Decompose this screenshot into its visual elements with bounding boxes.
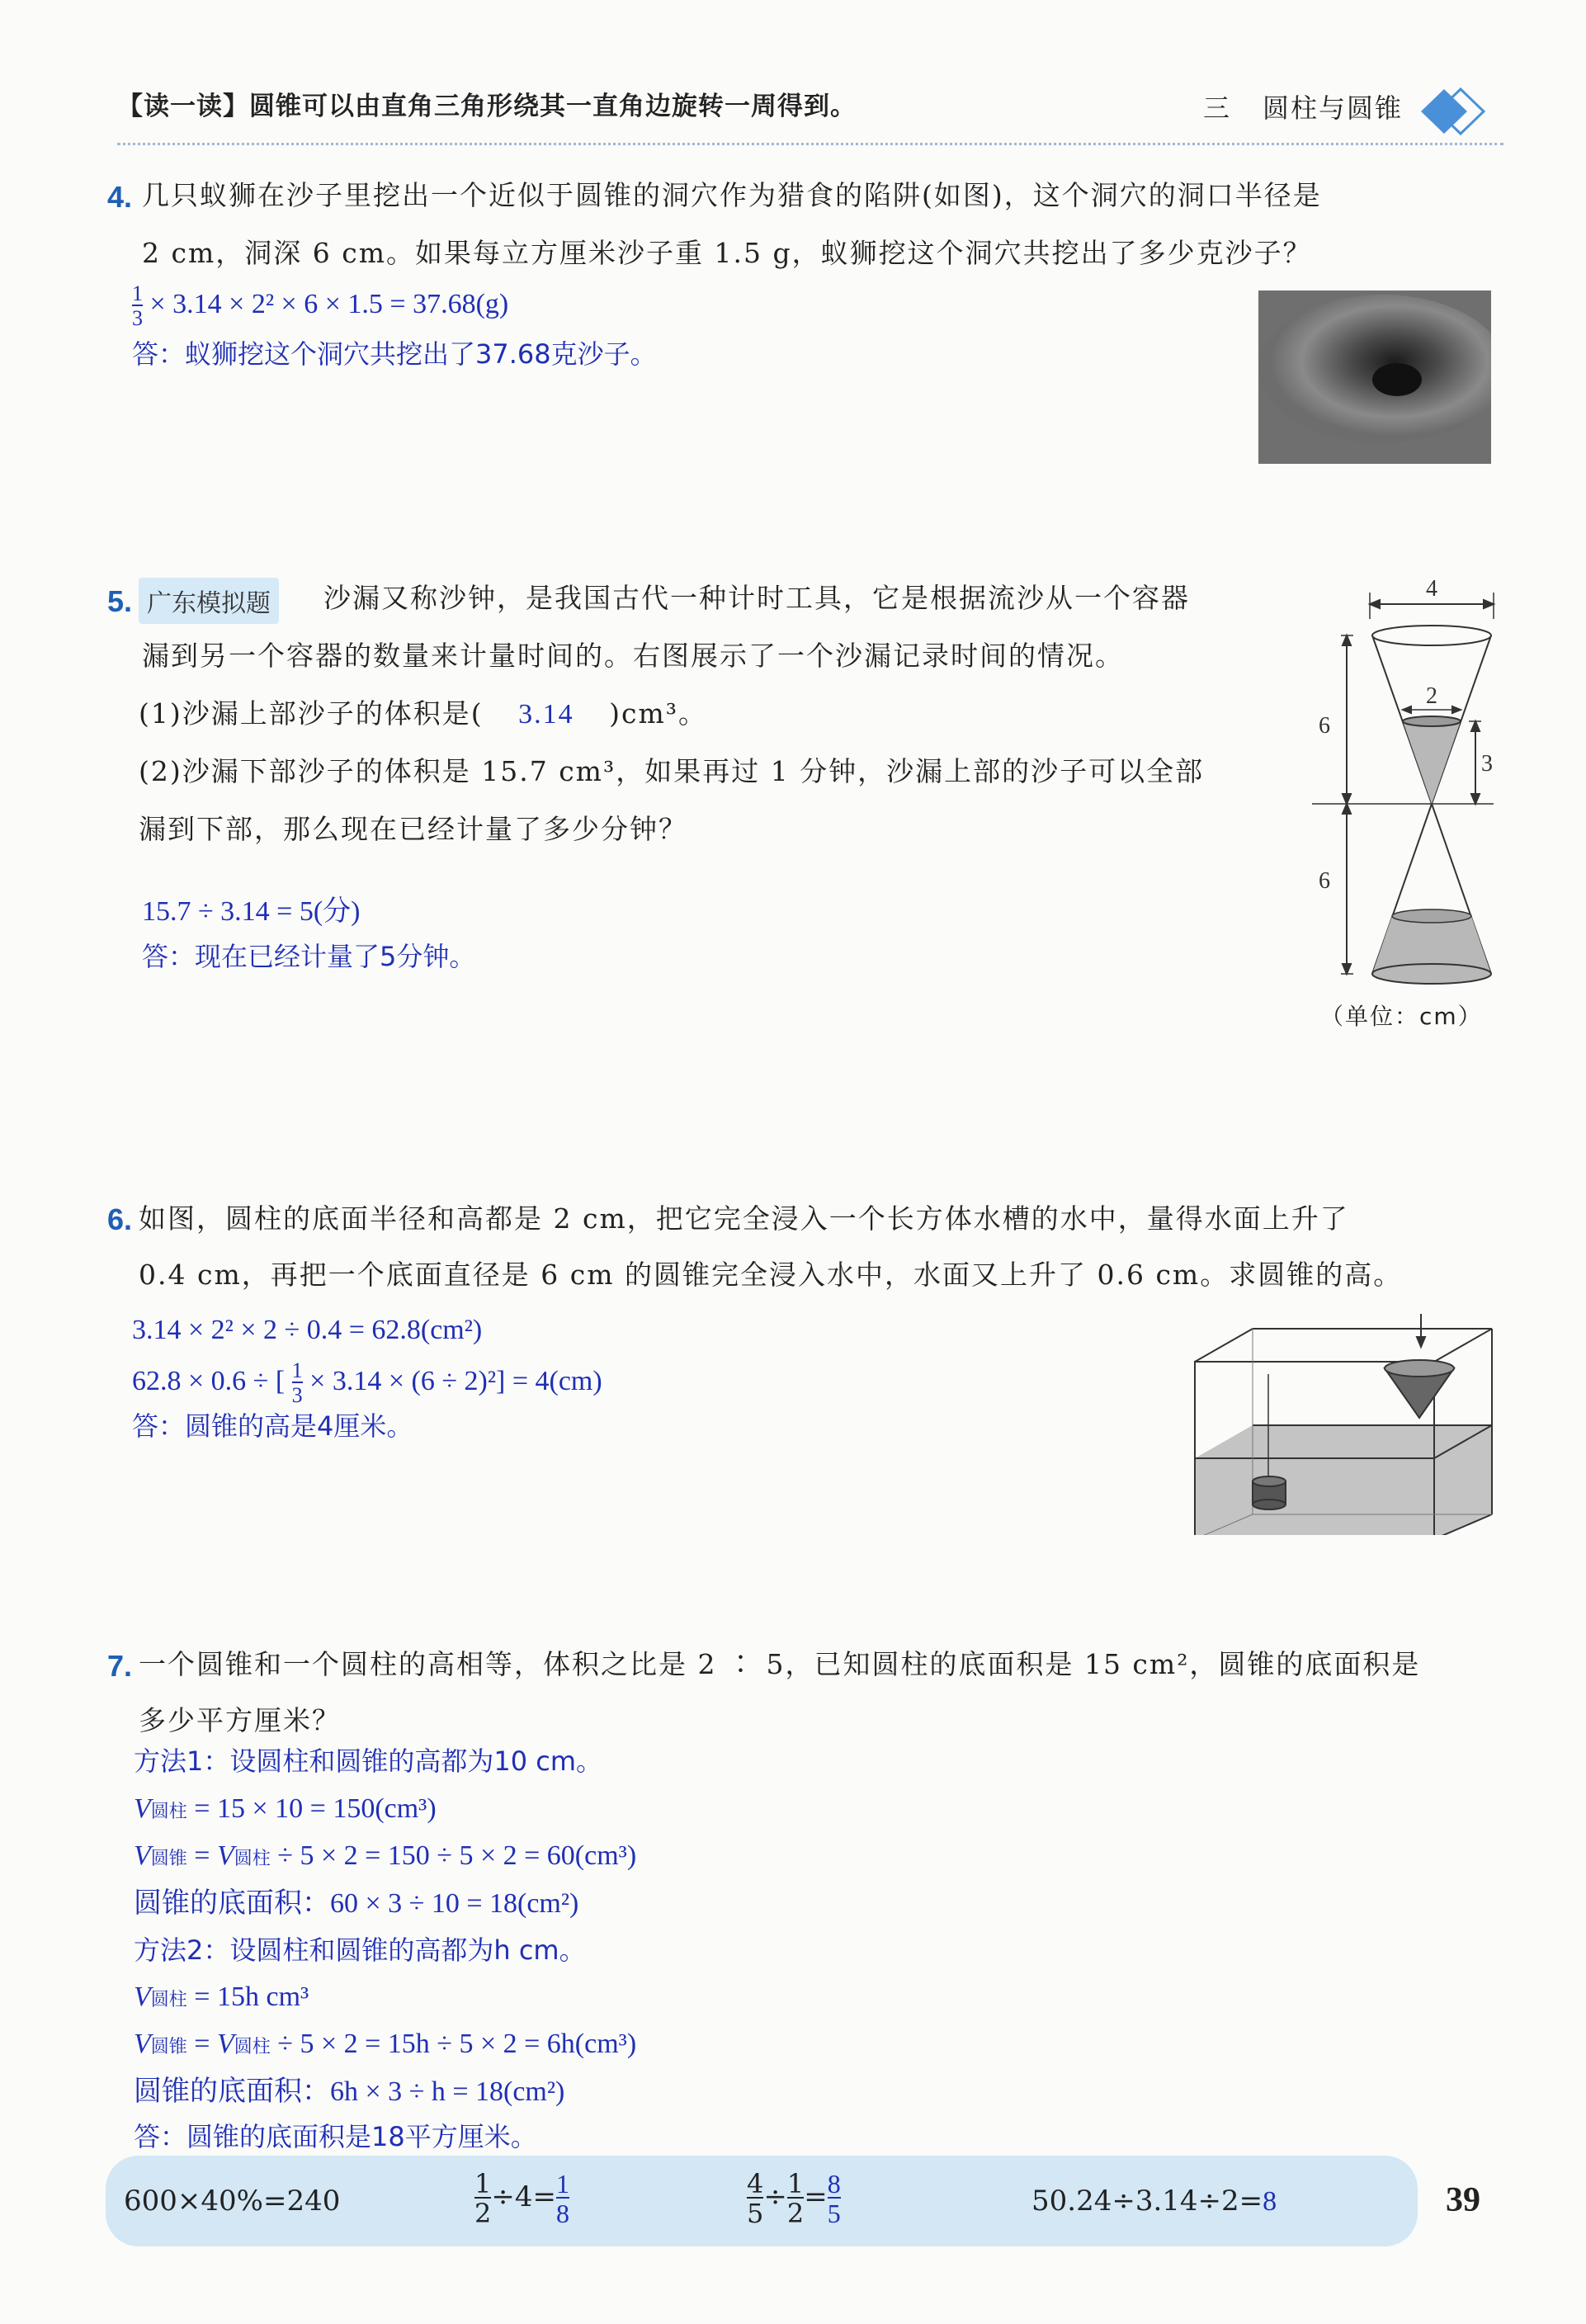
q7-answer: 答：圆锥的底面积是18平方厘米。 bbox=[134, 2121, 537, 2152]
fig-lower-height: 6 bbox=[1319, 868, 1330, 894]
fig-top-width: 4 bbox=[1426, 576, 1437, 602]
antlion-pit-photo bbox=[1258, 290, 1491, 464]
q7-method2-line3: 圆锥的底面积：6h × 3 ÷ h = 18(cm²) bbox=[134, 2076, 565, 2107]
chapter-title: 圆柱与圆锥 bbox=[1263, 92, 1404, 124]
footer-exercise-4: 50.24÷3.14÷2=8 bbox=[1031, 2185, 1277, 2218]
q6-answer: 答：圆锥的高是4厘米。 bbox=[132, 1410, 413, 1442]
q7-method2-line2: V圆锥 = V圆柱 ÷ 5 × 2 = 15h ÷ 5 × 2 = 6h(cm³) bbox=[134, 2029, 637, 2059]
header-tip: 【读一读】圆锥可以由直角三角形绕其一直角边旋转一周得到。 bbox=[117, 92, 857, 121]
q5-answer-calc: 15.7 ÷ 3.14 = 5(分) bbox=[142, 896, 361, 927]
q6-calc1: 3.14 × 2² × 2 ÷ 0.4 = 62.8(cm²) bbox=[132, 1315, 483, 1345]
header-divider bbox=[117, 143, 1503, 145]
fraction-one-third: $\frac{1}{3}$ bbox=[132, 281, 143, 330]
footer-exercise-3: $\frac{4}{5}$ ÷ $\frac{1}{2}$ = $\frac{8}{5}$ bbox=[747, 2168, 841, 2229]
page-number: 39 bbox=[1446, 2181, 1480, 2219]
water-tank-figure bbox=[1188, 1312, 1502, 1535]
fraction-one-third: $\frac{1}{3}$ bbox=[291, 1358, 303, 1407]
q7-method1-title: 方法1：设圆柱和圆锥的高都为10 cm。 bbox=[134, 1745, 603, 1777]
q6-text-line2: 0.4 cm，再把一个底面直径是 6 cm 的圆锥完全浸入水中，水面又上升了 0.6 cm。求圆锥的高。 bbox=[139, 1259, 1403, 1291]
hourglass-figure bbox=[1304, 569, 1502, 1032]
q7-method2-line1: V圆柱 = 15h cm³ bbox=[134, 1982, 309, 2012]
q7-method1-line3: 圆锥的底面积：60 × 3 ÷ 10 = 18(cm²) bbox=[134, 1888, 579, 1919]
q5-number: 5. bbox=[107, 584, 133, 618]
q5-part1: (1)沙漏上部沙子的体积是( 3.14 )cm³。 bbox=[139, 697, 708, 730]
q4-text-line2: 2 cm，洞深 6 cm。如果每立方厘米沙子重 1.5 g，蚁狮挖这个洞穴共挖出了多少克沙子？ bbox=[142, 237, 1312, 269]
q7-method2-title: 方法2：设圆柱和圆锥的高都为h cm。 bbox=[134, 1934, 586, 1966]
q4-answer: 答：蚁狮挖这个洞穴共挖出了37.68克沙子。 bbox=[132, 338, 657, 370]
q6-calc2: 62.8 × 0.6 ÷ [ $\frac{1}{3}$ × 3.14 × (6 ÷ 2)²] = 4(cm) bbox=[132, 1358, 602, 1407]
q7-method1-line2: V圆锥 = V圆柱 ÷ 5 × 2 = 150 ÷ 5 × 2 = 60(cm³) bbox=[134, 1840, 637, 1871]
q7-method1-line1: V圆柱 = 15 × 10 = 150(cm³) bbox=[134, 1793, 437, 1824]
q6-number: 6. bbox=[107, 1202, 133, 1236]
fig-sand-height: 3 bbox=[1481, 751, 1493, 777]
q4-answer-calc: $\frac{1}{3}$ × 3.14 × 2² × 6 × 1.5 = 37.68(g) bbox=[132, 281, 509, 330]
chapter-diamond-icon bbox=[1421, 86, 1489, 137]
footer-exercise-1: 600×40%=240 bbox=[124, 2185, 341, 2218]
q5-text-line1: 沙漏又称沙钟，是我国古代一种计时工具，它是根据流沙从一个容器 bbox=[323, 582, 1190, 614]
q5-figure-unit: （单位：cm） bbox=[1320, 1003, 1483, 1030]
footer-exercise-2: $\frac{1}{2}$ ÷4= $\frac{1}{8}$ bbox=[474, 2168, 569, 2229]
q7-text-line1: 一个圆锥和一个圆柱的高相等，体积之比是 2 ∶ 5，已知圆柱的底面积是 15 cm²，圆锥的底面积是 bbox=[139, 1648, 1421, 1680]
q5-source-tag: 广东模拟题 bbox=[139, 578, 279, 624]
q5-text-line2: 漏到另一个容器的数量来计量时间的。右图展示了一个沙漏记录时间的情况。 bbox=[142, 640, 1124, 672]
chapter-number: 三 bbox=[1203, 92, 1232, 124]
q5-part2-line1: (2)沙漏下部沙子的体积是 15.7 cm³，如果再过 1 分钟，沙漏上部的沙子可以全部 bbox=[139, 755, 1205, 787]
q5-part2-line2: 漏到下部，那么现在已经计量了多少分钟？ bbox=[139, 813, 687, 845]
fig-upper-height: 6 bbox=[1319, 713, 1330, 739]
q7-text-line2: 多少平方厘米？ bbox=[139, 1704, 341, 1736]
q5-part1-answer: 3.14 bbox=[518, 699, 574, 730]
q4-number: 4. bbox=[107, 180, 133, 214]
q7-number: 7. bbox=[107, 1649, 133, 1683]
q6-text-line1: 如图，圆柱的底面半径和高都是 2 cm，把它完全浸入一个长方体水槽的水中，量得水面上升了 bbox=[139, 1202, 1349, 1235]
q4-text-line1: 几只蚁狮在沙子里挖出一个近似于圆锥的洞穴作为猎食的陷阱(如图)，这个洞穴的洞口半径是 bbox=[142, 179, 1322, 211]
q5-answer: 答：现在已经计量了5分钟。 bbox=[142, 941, 476, 972]
fig-mid-width: 2 bbox=[1426, 683, 1437, 709]
